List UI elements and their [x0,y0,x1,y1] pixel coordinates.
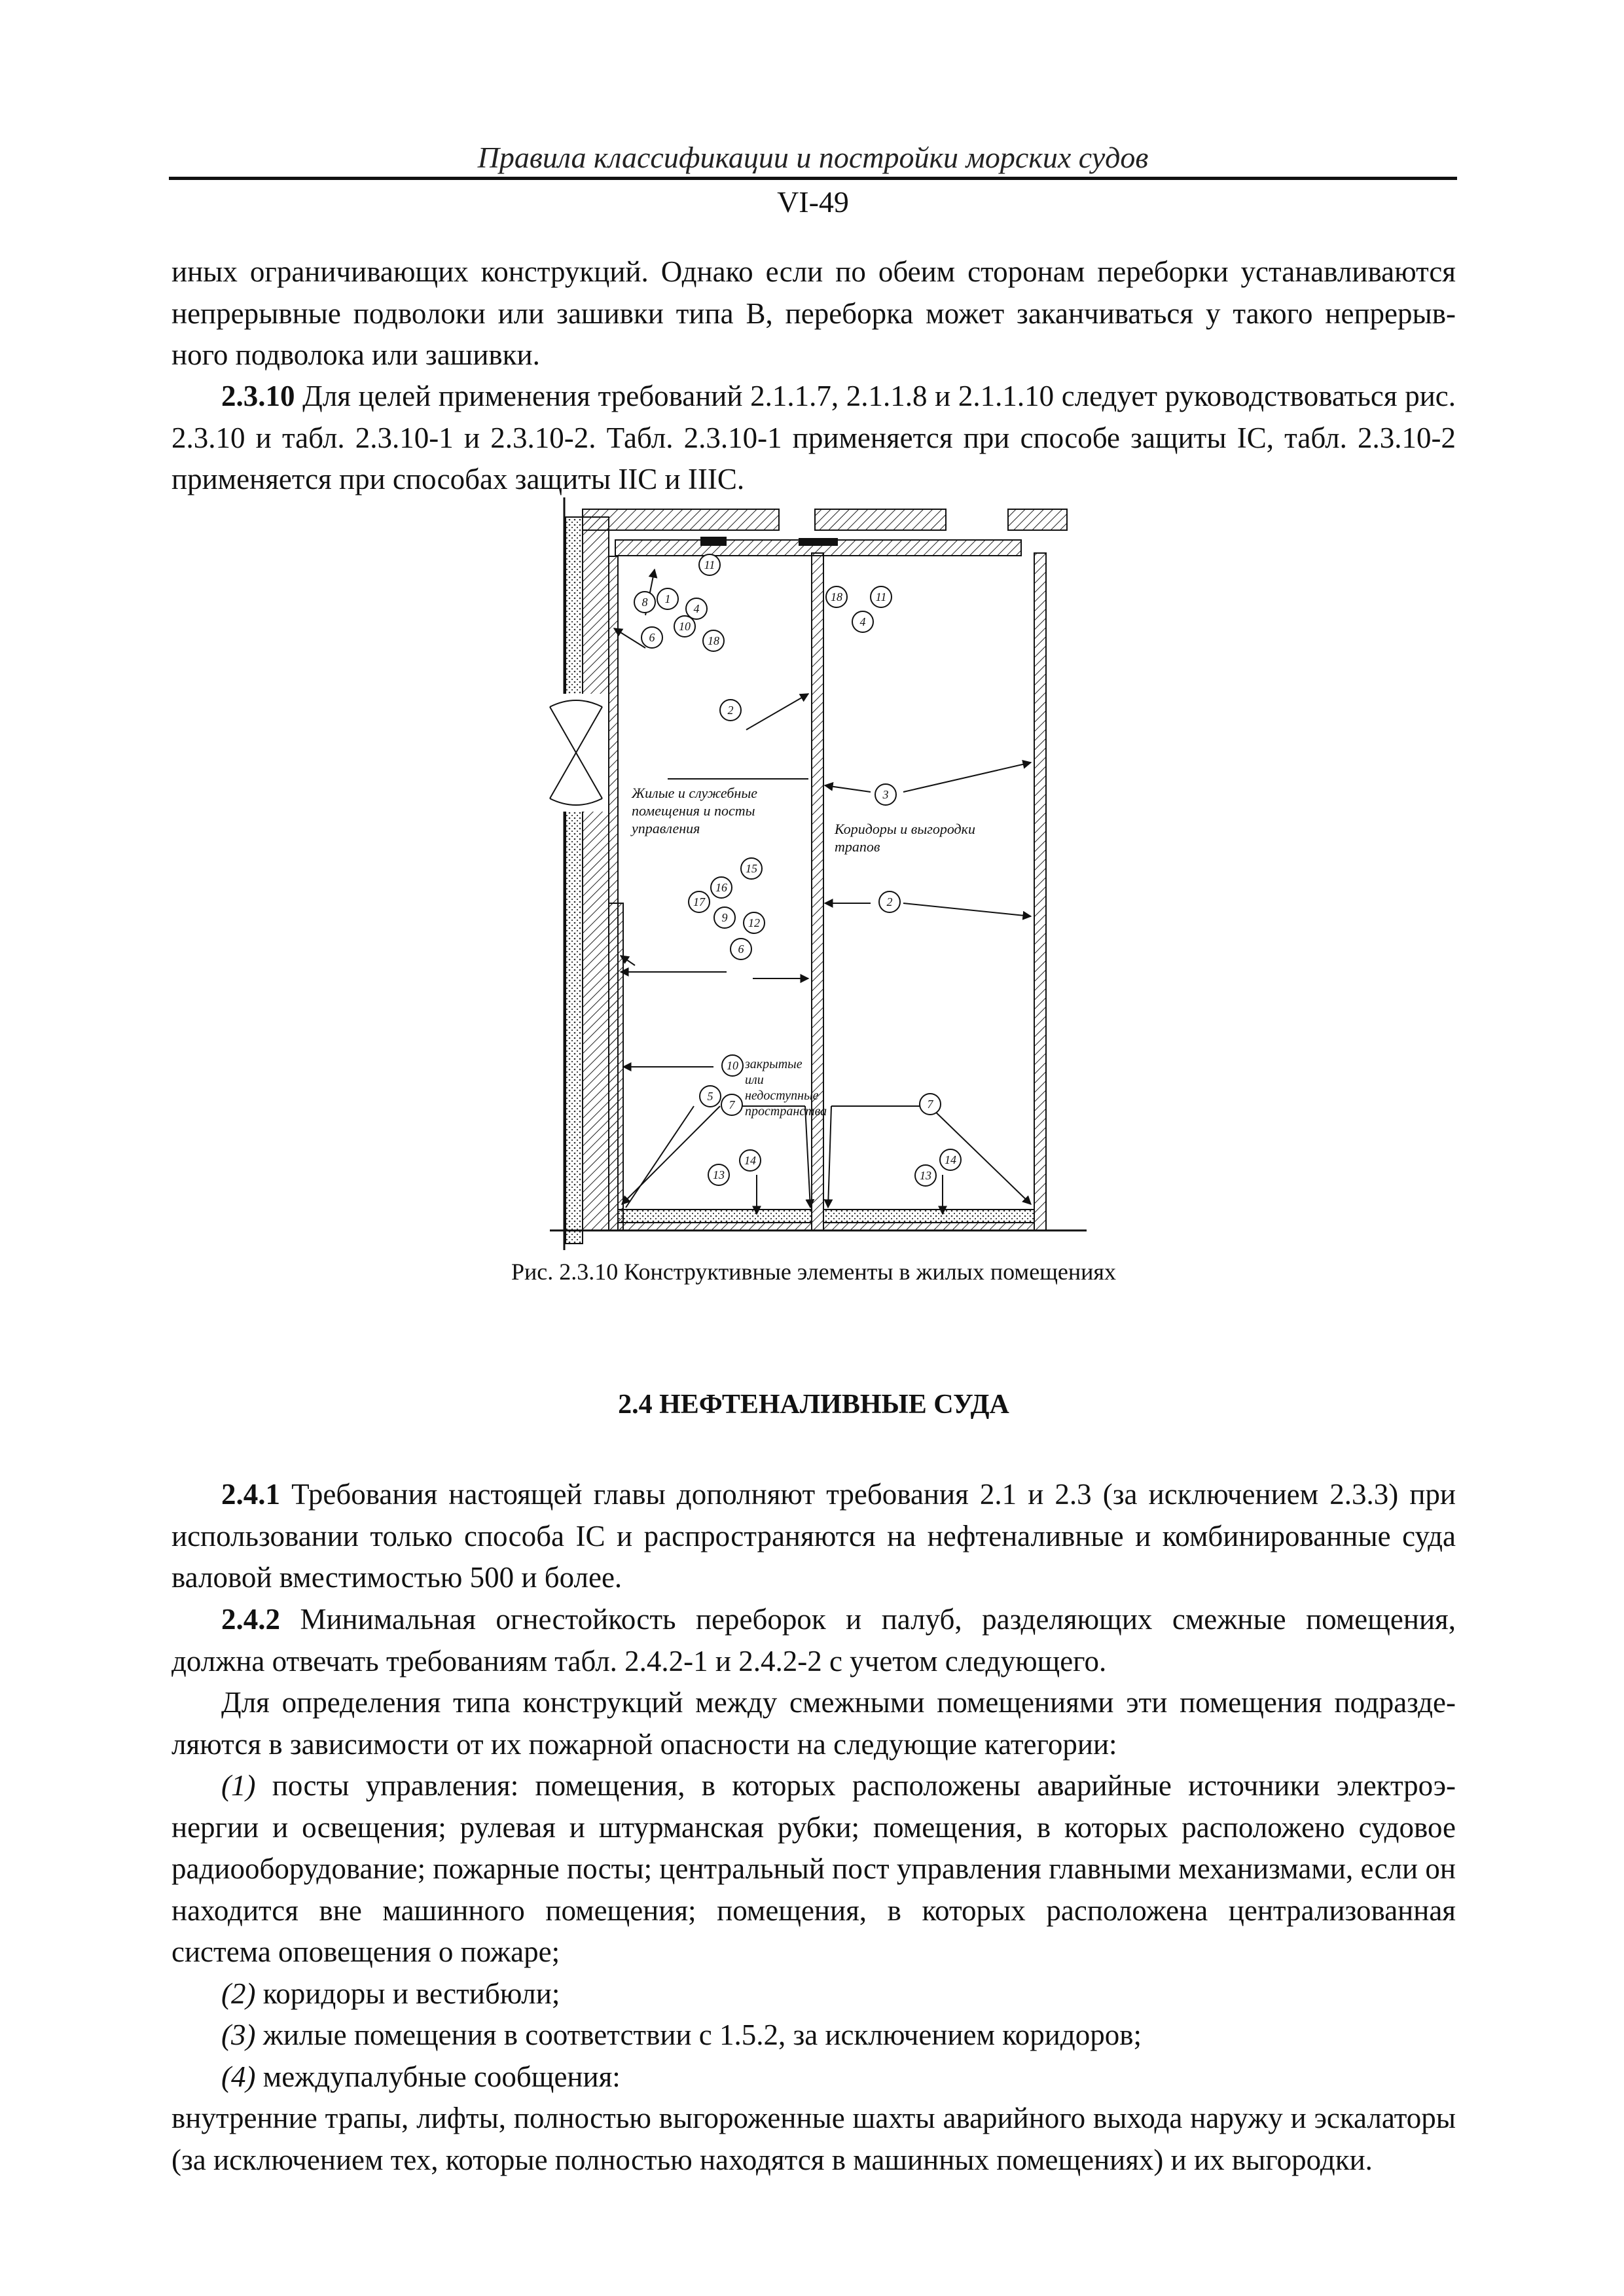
paragraph-2-4-2: 2.4.2 Минимальная огнестойкость переборок и палуб, разделяющих смежные помещения, должна отвечать требованиям табл. 2.4.2-1 и 2.4.2-2 с учетом следующего. [171,1603,1456,1677]
figure-caption: Рис. 2.3.10 Конструктивные элементы в жилых помещениях [511,1259,1116,1285]
paragraph-categories: Для определения типа конструкций между смежными помещениями эти помещения подразде-ляются в зависимости от их пожарной опасности на следующие категории: [171,1686,1456,1761]
marker-13b: 13 [920,1169,931,1182]
marker-16: 16 [715,881,727,894]
left-zone-label: Жилые и служебные помещения и посты управления [632,785,757,836]
marker-7: 7 [729,1098,735,1111]
paragraph-2-3-10: 2.3.10 Для целей применения требований 2.1.1.7, 2.1.1.8 и 2.1.1.10 следует руководствоваться рис. 2.3.10 и табл. 2.3.10-1 и 2.3.10-2. Табл. 2.3.10-1 применяется при способе защиты IC, табл. 2.3.10-2 применяется при способах защиты IIC и IIIC. [171,380,1456,495]
paragraph-2-4-1: 2.4.1 Требования настоящей главы дополняют требования 2.1 и 2.3 (за исключением 2.3.3) при использовании только способа IC и распространяются на нефтеналивные и комбинированные суда валовой вместимостью 500 и более. [171,1478,1456,1594]
item-3: (3) жилые помещения в соответствии с 1.5.2, за исключением коридоров; [221,2018,1142,2051]
header-rule [169,177,1457,180]
marker-9: 9 [721,911,728,924]
marker-10b: 10 [727,1059,738,1072]
marker-18b: 18 [831,590,842,603]
marker-17: 17 [693,895,705,908]
marker-14b: 14 [945,1153,956,1166]
construction-diagram [537,497,1087,1250]
section-title: 2.4 НЕФТЕНАЛИВНЫЕ СУДА [618,1390,1009,1420]
marker-7b: 7 [927,1098,933,1111]
marker-1: 1 [664,592,671,605]
marker-5: 5 [707,1090,713,1103]
marker-12: 12 [748,916,760,929]
right-zone-label: Коридоры и выгородки трапов [835,821,975,855]
marker-11: 11 [704,558,715,571]
paragraph-last: внутренние трапы, лифты, полностью выгороженные шахты аварийного выхода наружу и эскалаторы (за исключением тех, которые полностью находятся в машинных помещениях) и их выгородки. [171,2102,1456,2176]
marker-6: 6 [649,631,655,644]
marker-11b: 11 [875,590,887,603]
marker-18: 18 [708,634,719,647]
page-number: VI-49 [777,185,849,219]
marker-10: 10 [679,620,691,633]
marker-2b: 2 [886,895,893,908]
marker-3: 3 [882,788,889,801]
marker-13: 13 [713,1168,725,1181]
marker-2: 2 [727,704,734,717]
item-2: (2) коридоры и вестибюли; [221,1977,560,2010]
item-1: (1) посты управления: помещения, в которых расположены аварийные источники электроэ-нергии и освещения; рулевая и штурманская рубки; помещения, в которых расположено судовое радиооборудование; пожарные посты; центральный пост управления главными механизмами, если он находится вне машинного помещения; помещения, в которых расположена централизованная система оповещения о пожаре; [171,1769,1456,1968]
item-4: (4) междупалубные сообщения: [221,2060,621,2093]
marker-15: 15 [746,862,757,875]
marker-4: 4 [693,602,700,615]
marker-8: 8 [641,596,648,609]
marker-4b: 4 [859,615,866,628]
intro-paragraph: иных ограничивающих конструкций. Однако если по обеим сторонам переборки устанавливаются непрерывные подволоки или зашивки типа B, переборка может заканчиваться у такого непрерыв-ного подволока или зашивки. [171,255,1456,371]
running-header: Правила классификации и постройки морских судов [477,141,1149,174]
marker-14: 14 [744,1154,756,1167]
closed-spaces-label: закрытые или недоступные пространства [745,1057,827,1119]
marker-6b: 6 [738,942,744,956]
